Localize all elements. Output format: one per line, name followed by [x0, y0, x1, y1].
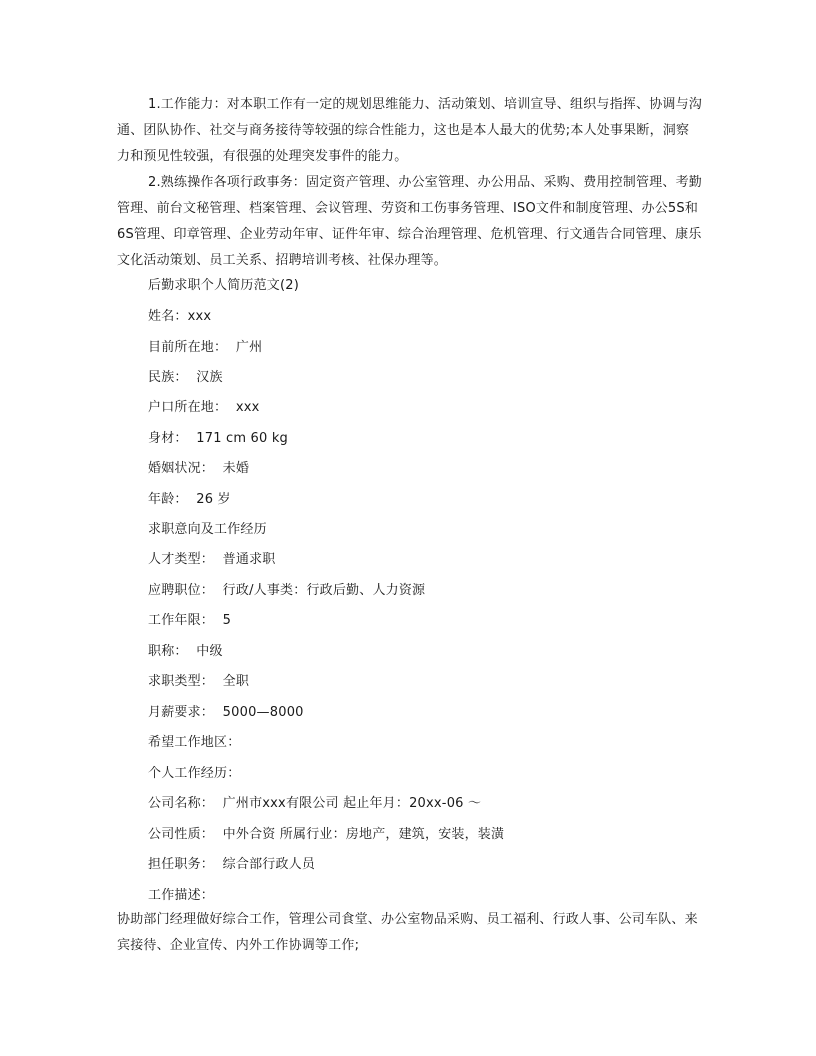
job-intent-heading: 求职意向及工作经历	[148, 522, 267, 537]
body-field: 身材： 171 cm 60 kg	[148, 431, 289, 446]
description-label: 工作描述：	[148, 888, 215, 903]
position-field: 应聘职位： 行政/人事类：行政后勤、人力资源	[148, 583, 426, 598]
resume-title: 后勤求职个人简历范文(2)	[148, 278, 300, 293]
company-nature-field: 公司性质： 中外合资 所属行业：房地产，建筑，安装，装潢	[148, 827, 505, 842]
experience-heading: 个人工作经历：	[148, 766, 241, 781]
company-field: 公司名称： 广州市xxx有限公司 起止年月：20xx-06 ～	[148, 796, 482, 811]
rank-field: 职称： 中级	[148, 644, 223, 659]
location-field: 目前所在地： 广州	[148, 340, 263, 355]
years-field: 工作年限： 5	[148, 613, 232, 628]
job-type-field: 求职类型： 全职	[148, 674, 250, 689]
hukou-field: 户口所在地： xxx	[148, 400, 260, 415]
work-ability-paragraph: 1.工作能力：对本职工作有一定的规划思维能力、活动策划、培训宣导、组织与指挥、协调与沟通、团队协作、社交与商务接待等较强的综合性能力，这也是本人最大的优势;本人处事果断，洞察力和预见性较强，有很强的处理突发事件的能力。	[117, 97, 703, 164]
talent-type-field: 人才类型： 普通求职	[148, 552, 276, 567]
marital-field: 婚姻状况： 未婚	[148, 461, 250, 476]
ethnicity-field: 民族： 汉族	[148, 370, 223, 385]
salary-field: 月薪要求： 5000—8000	[148, 705, 304, 720]
name-field: 姓名：xxx	[148, 309, 212, 324]
job-description-paragraph: 协助部门经理做好综合工作，管理公司食堂、办公室物品采购、员工福利、行政人事、公司车队、来宾接待、企业宣传、内外工作协调等工作;	[117, 912, 698, 953]
age-field: 年龄： 26 岁	[148, 492, 231, 507]
duty-field: 担任职务： 综合部行政人员	[148, 857, 316, 872]
work-area-field: 希望工作地区：	[148, 735, 241, 750]
admin-skills-paragraph: 2.熟练操作各项行政事务：固定资产管理、办公室管理、办公用品、采购、费用控制管理、考勤管理、前台文秘管理、档案管理、会议管理、劳资和工伤事务管理、ISO文件和制度管理、办公5S和6S管理、印章管理、企业劳动年审、证件年审、综合治理管理、危机管理、行文通告合同管理、康乐文化活动策划、员工关系、招聘培训考核、社保办理等。	[117, 175, 703, 268]
